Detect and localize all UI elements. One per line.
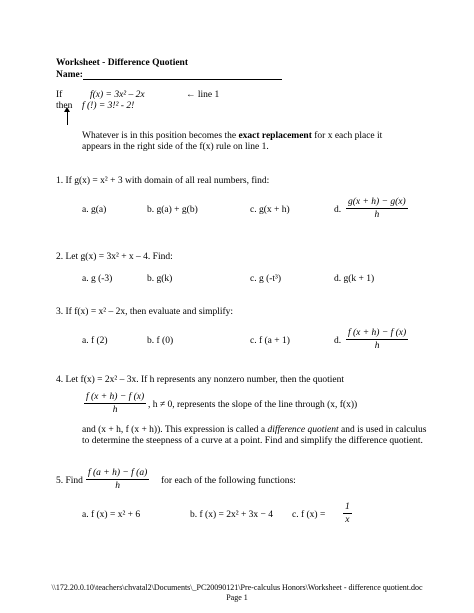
q2-part-c: c. g (-t³) xyxy=(250,274,282,284)
line-1-marker: ← line 1 xyxy=(186,90,220,100)
q1-part-c: c. g(x + h) xyxy=(250,205,290,215)
q5-part-b: b. f (x) = 2x² + 3x − 4 xyxy=(190,510,274,520)
intro-then: then xyxy=(56,101,73,111)
worksheet-title: Worksheet - Difference Quotient xyxy=(56,58,189,68)
q5-part-c-fraction: $\frac{1}{x}$ xyxy=(345,502,350,525)
q1-statement: 1. If g(x) = x² + 3 with domain of all real numbers, find: xyxy=(56,176,270,186)
q2-part-a: a. g (-3) xyxy=(82,274,113,284)
name-blank-line xyxy=(83,79,282,80)
q2-part-b: b. g(k) xyxy=(147,274,173,284)
q5-instruction: for each of the following functions: xyxy=(161,476,296,486)
intro-placeholder-rule: f (!) = 3!² - 2! xyxy=(82,101,135,111)
q5-find: 5. Find xyxy=(56,476,83,486)
q3-part-d-label: d. xyxy=(334,336,342,346)
intro-explanation-line2: appears in the right side of the f(x) rule on line 1. xyxy=(82,142,269,152)
q5-part-c-label: c. f (x) = xyxy=(292,510,326,520)
q5-part-a: a. f (x) = x² + 6 xyxy=(82,510,141,520)
q1-part-d-label: d. xyxy=(334,205,342,215)
q2-part-d: d. g(k + 1) xyxy=(334,274,375,284)
q3-part-a: a. f (2) xyxy=(82,336,108,346)
q2-statement: 2. Let g(x) = 3x² + x – 4. Find: xyxy=(56,252,173,262)
footer-file-path: \\172.20.0.10\teachers\chvatal2\Documents\_PC20090121\Pre-calculus Honors\Worksheet - difference quotient.doc xyxy=(51,583,423,592)
intro-if: If xyxy=(56,90,63,100)
q3-statement: 3. If f(x) = x² – 2x, then evaluate and simplify: xyxy=(56,307,234,317)
q4-slope-text: , h ≠ 0, represents the slope of the line through (x, f(x)) xyxy=(148,400,358,410)
footer-page-number: Page 1 xyxy=(226,593,248,602)
q3-part-b: b. f (0) xyxy=(147,336,174,346)
intro-explanation-line1: Whatever is in this position becomes the exact replacement for x each place it xyxy=(82,131,383,141)
q4-definition-line1: and (x + h, f (x + h)). This expression is called a difference quotient and is used in calculus xyxy=(82,425,427,435)
q1-part-b: b. g(a) + g(b) xyxy=(147,205,198,215)
q1-part-d-fraction: $\frac{g(x + h) - g(x)}{h}$ xyxy=(348,197,406,220)
name-label: Name: xyxy=(56,70,83,80)
up-arrow-icon xyxy=(67,111,68,125)
q1-part-a: a. g(a) xyxy=(82,205,107,215)
intro-function-rule: f(x) = 3x² – 2x xyxy=(90,90,145,100)
q5-difference-quotient: $\frac{f (a + h) - f (a)}{h}$ xyxy=(88,468,148,491)
q4-difference-quotient: $\frac{f (x + h) - f (x)}{h}$ xyxy=(86,392,145,415)
q4-definition-line2: to determine the steepness of a curve at a point. Find and simplify the difference quotient. xyxy=(82,436,423,446)
q3-part-c: c. f (a + 1) xyxy=(250,336,290,346)
q3-part-d-fraction: $\frac{f (x + h) - f (x)}{h}$ xyxy=(348,328,407,351)
q4-statement: 4. Let f(x) = 2x² – 3x. If h represents any nonzero number, then the quotient xyxy=(56,375,344,385)
